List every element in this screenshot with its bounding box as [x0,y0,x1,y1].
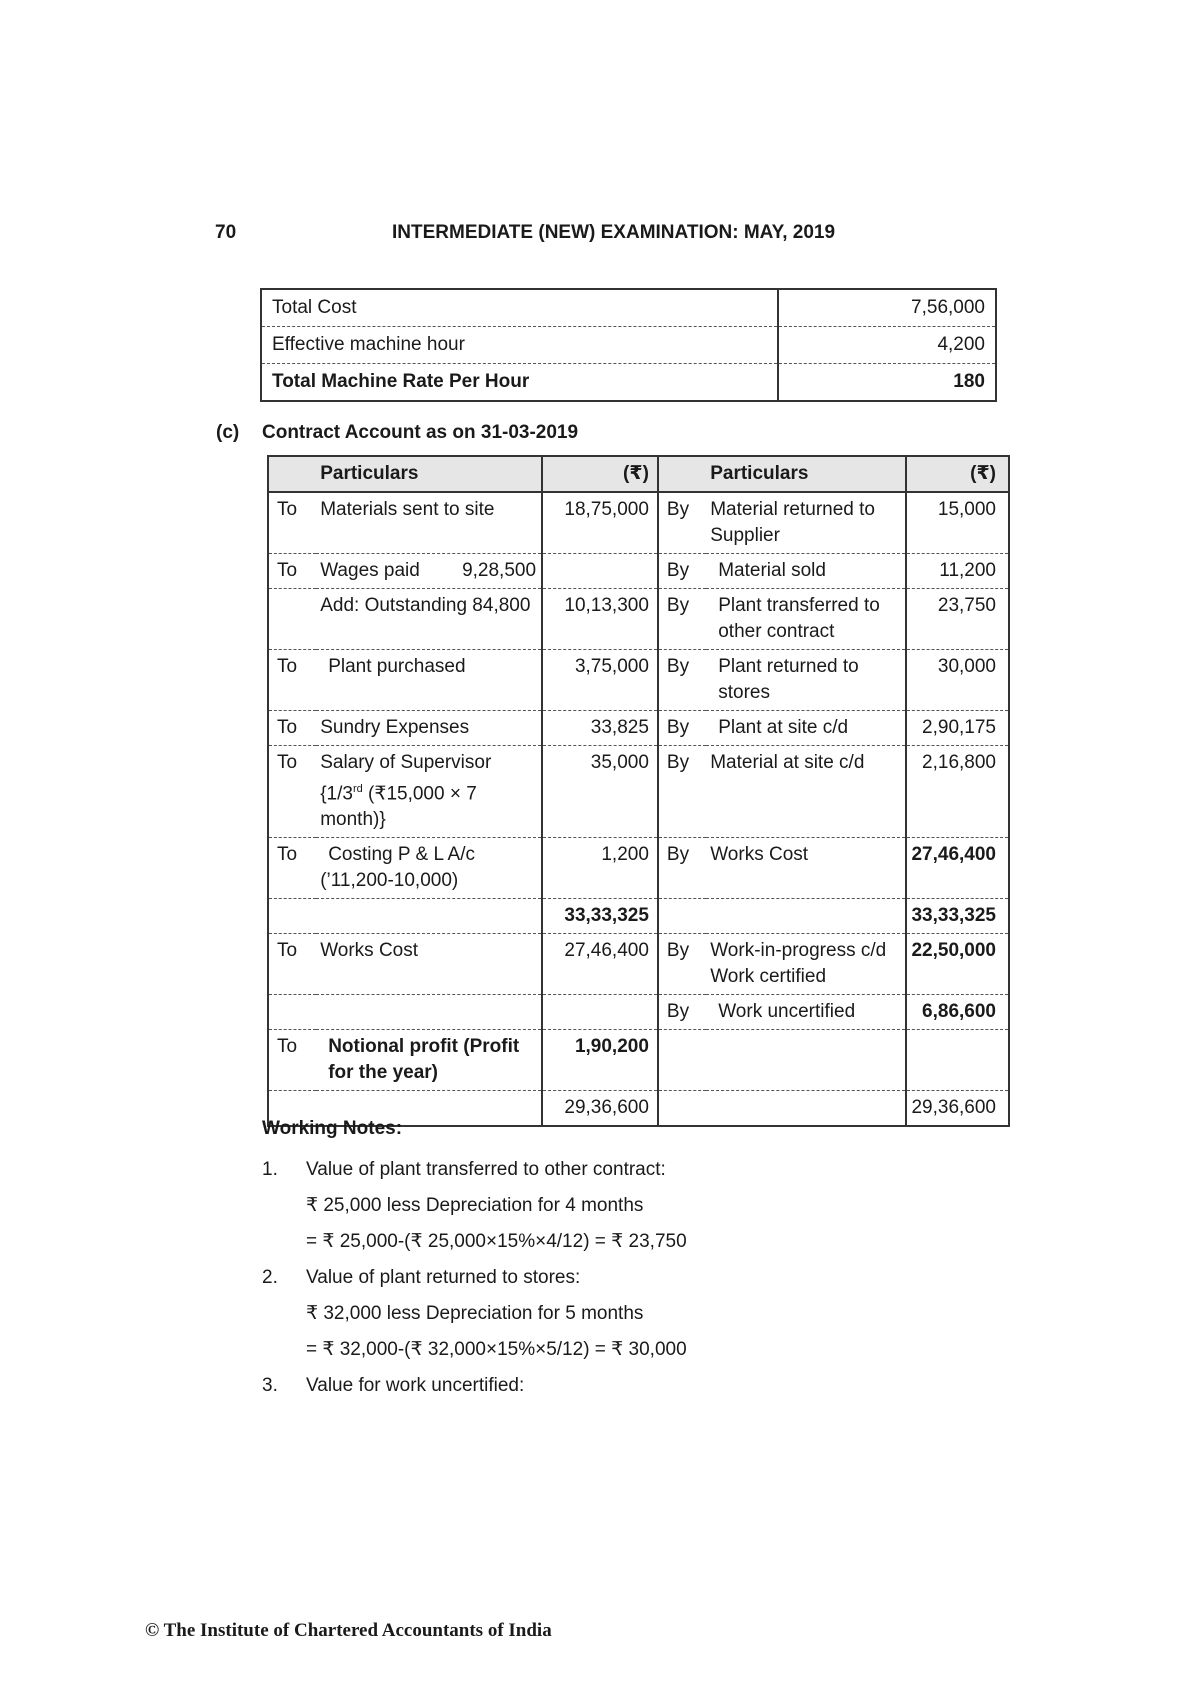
table-row [268,995,1009,1030]
row-label: Total Machine Rate Per Hour [261,364,778,402]
table-row [268,711,1009,746]
machine-rate-table [260,288,997,402]
debit-amount: 35,000 [542,746,658,838]
contract-account-table [267,455,1010,1127]
debit-amount: 33,825 [542,711,658,746]
credit-amount: 2,90,175 [906,711,1009,746]
by-label: By [658,995,706,1030]
table-row [268,650,1009,711]
debit-amount: 27,46,400 [542,934,658,995]
supervisor-calc: {1/3rd (₹15,000 × 7 month)} [320,783,477,831]
by-label: By [658,554,706,589]
table-row [268,554,1009,589]
row-value: 7,56,000 [778,289,996,327]
credit-particular [706,589,906,650]
row-label: Effective machine hour [261,327,778,364]
by-label: By [658,492,706,554]
costing-pl-label: Costing P & L A/c [328,844,476,866]
debit-particular: Materials sent to site [316,492,542,554]
by-label: By [658,711,706,746]
header-amount-cr: (₹) [906,456,1009,492]
to-label: To [268,838,316,899]
debit-particular: Add: Outstanding 84,800 [316,589,542,650]
to-label: To [268,746,316,838]
working-notes-title: Working Notes: [262,1118,403,1139]
credit-particular [706,934,906,995]
credit-particular: Works Cost [706,838,906,899]
debit-particular [316,554,542,589]
costing-pl-calc: (’11,200-10,000) [320,870,459,892]
note-line: = ₹ 32,000-(₹ 32,000×15%×5/12) = ₹ 30,000 [306,1339,687,1360]
credit-particular [706,711,906,746]
debit-particular [316,650,542,711]
section-label: (c) [216,422,240,443]
row-value: 4,200 [778,327,996,364]
debit-particular [316,1030,542,1091]
note-item: 3. Value for work uncertified: [262,1375,525,1396]
credit-particular [706,995,906,1030]
credit-amount: 30,000 [906,650,1009,711]
row-label: Total Cost [261,289,778,327]
debit-particular-text: Plant purchased [328,656,466,677]
to-label: To [268,711,316,746]
wages-value: 9,28,500 [462,560,537,581]
contract-account-caption: Contract Account as on 31-03-2019 [262,422,579,443]
by-label: By [658,589,706,650]
table-row [261,364,996,402]
credit-amount: 23,750 [906,589,1009,650]
table-row [261,289,996,327]
table-row [268,589,1009,650]
credit-total: 29,36,600 [911,1097,996,1119]
page-number: 70 [215,222,237,243]
credit-amount: 27,46,400 [906,838,1009,899]
credit-particular-text: Material sold [718,560,826,581]
table-row [268,934,1009,995]
note-item: 2. Value of plant returned to stores: [262,1267,581,1288]
credit-amount: 2,16,800 [906,746,1009,838]
table-row [268,746,1009,838]
debit-particular: Works Cost [316,934,542,995]
by-label: By [658,746,706,838]
debit-particular [316,838,542,899]
by-label: By [658,838,706,899]
debit-total: 29,36,600 [542,1091,658,1127]
to-label: To [268,1030,316,1091]
debit-particular: Sundry Expenses [316,711,542,746]
debit-amount: 1,90,200 [542,1030,658,1091]
credit-particular: Material returned to Supplier [706,492,906,554]
notional-profit-label: Notional profit (Profit for the year) [328,1036,520,1084]
note-line: ₹ 32,000 less Depreciation for 5 months [306,1303,644,1324]
debit-amount: 18,75,000 [542,492,658,554]
credit-amount: 15,000 [906,492,1009,554]
table-row [268,492,1009,554]
table-row [268,1030,1009,1091]
debit-amount: 1,200 [542,838,658,899]
wip-label: Work-in-progress c/d [710,940,887,962]
work-certified-label: Work certified [710,966,827,988]
row-value: 180 [953,371,985,392]
note-line: = ₹ 25,000-(₹ 25,000×15%×4/12) = ₹ 23,750 [306,1231,687,1252]
header-amount-dr: (₹) [542,456,658,492]
supervisor-label: Salary of Supervisor [320,752,492,773]
credit-particular-text: Plant transferred to other contract [718,595,880,642]
working-notes [262,1118,687,1404]
by-label: By [658,934,706,995]
header-particulars-cr: Particulars [706,456,906,492]
by-label: By [658,650,706,711]
copyright-footer: © The Institute of Chartered Accountants of India [145,1620,552,1641]
table-header-row [268,456,1009,492]
total-row [268,899,1009,934]
page-header-title: INTERMEDIATE (NEW) EXAMINATION: MAY, 2019 [392,222,836,243]
credit-particular [706,554,906,589]
credit-amount: 6,86,600 [906,995,1009,1030]
debit-amount: 3,75,000 [542,650,658,711]
table-row [268,838,1009,899]
debit-amount: 10,13,300 [542,589,658,650]
credit-particular [706,650,906,711]
to-label: To [268,554,316,589]
credit-amount: 22,50,000 [906,934,1009,995]
credit-total: 33,33,325 [906,899,1009,934]
note-line: ₹ 25,000 less Depreciation for 4 months [306,1195,644,1216]
to-label: To [268,492,316,554]
debit-particular [316,746,542,838]
credit-particular-text: Work uncertified [718,1001,856,1023]
to-label: To [268,650,316,711]
wages-label: Wages paid [320,560,420,581]
debit-total: 33,33,325 [542,899,658,934]
to-label: To [268,934,316,995]
credit-particular-text: Plant returned to stores [718,656,859,703]
table-row [261,327,996,364]
header-particulars-dr: Particulars [316,456,542,492]
credit-particular: Material at site c/d [706,746,906,838]
credit-particular-text: Plant at site c/d [718,717,849,738]
note-item: 1. Value of plant transferred to other contract: [262,1159,666,1180]
credit-amount: 11,200 [906,554,1009,589]
